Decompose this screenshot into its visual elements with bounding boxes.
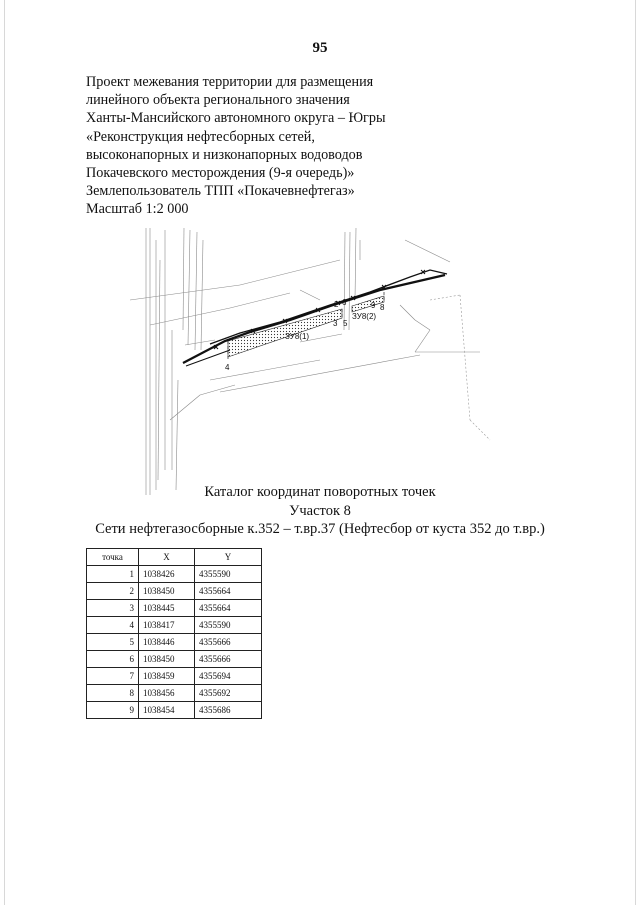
point-label-8: 8 bbox=[380, 303, 385, 312]
point-label-6: 6 bbox=[342, 298, 347, 307]
column-header-y: Y bbox=[195, 549, 262, 566]
cell-point: 1 bbox=[87, 566, 139, 583]
column-header-x: X bbox=[139, 549, 195, 566]
header-line: линейного объекта регионального значения bbox=[86, 92, 350, 109]
header-line: Ханты-Мансийского автономного округа – Югры bbox=[86, 110, 386, 127]
table-row bbox=[87, 617, 262, 634]
cell-point: 8 bbox=[87, 685, 139, 702]
table-row bbox=[87, 634, 262, 651]
header-line: Покачевского месторождения (9-я очередь)» bbox=[86, 165, 355, 182]
table-row bbox=[87, 600, 262, 617]
cell-point: 4 bbox=[87, 617, 139, 634]
point-label-3: 3 bbox=[333, 319, 338, 328]
cell-y: 4355590 bbox=[195, 617, 262, 634]
cell-point: 9 bbox=[87, 702, 139, 719]
catalog-title: Каталог координат поворотных точек bbox=[204, 484, 436, 500]
cell-point: 6 bbox=[87, 651, 139, 668]
cell-y: 4355590 bbox=[195, 566, 262, 583]
table-row bbox=[87, 651, 262, 668]
map-dashed-boundary bbox=[430, 295, 490, 440]
cell-x: 1038450 bbox=[139, 651, 195, 668]
cell-x: 1038446 bbox=[139, 634, 195, 651]
cell-point: 2 bbox=[87, 583, 139, 600]
table-row bbox=[87, 583, 262, 600]
cell-point: 7 bbox=[87, 668, 139, 685]
cell-y: 4355692 bbox=[195, 685, 262, 702]
parcel-label-zu8-1: ЗУ8(1) bbox=[285, 332, 310, 341]
point-label-2: 2 bbox=[334, 300, 339, 309]
table-row bbox=[87, 566, 262, 583]
cell-point: 3 bbox=[87, 600, 139, 617]
cell-y: 4355666 bbox=[195, 651, 262, 668]
column-header-point: точка bbox=[87, 549, 139, 566]
scale-label: Масштаб 1:2 000 bbox=[86, 201, 189, 218]
cell-y: 4355664 bbox=[195, 600, 262, 617]
header-line: «Реконструкция нефтесборных сетей, bbox=[86, 128, 315, 145]
cell-point: 5 bbox=[87, 634, 139, 651]
parcel-label-zu8-2: ЗУ8(2) bbox=[352, 312, 377, 321]
page-number: 95 bbox=[312, 40, 328, 56]
cell-x: 1038445 bbox=[139, 600, 195, 617]
cell-x: 1038450 bbox=[139, 583, 195, 600]
cell-x: 1038426 bbox=[139, 566, 195, 583]
cell-x: 1038454 bbox=[139, 702, 195, 719]
cell-x: 1038459 bbox=[139, 668, 195, 685]
header-line: Проект межевания территории для размещения bbox=[86, 74, 374, 90]
table-row bbox=[87, 702, 262, 719]
header-line: Землепользователь ТПП «Покачевнефтегаз» bbox=[86, 183, 355, 200]
point-label-9: 9 bbox=[371, 301, 376, 310]
header-line: высоконапорных и низконапорных водоводов bbox=[86, 146, 363, 163]
cell-x: 1038456 bbox=[139, 685, 195, 702]
cell-x: 1038417 bbox=[139, 617, 195, 634]
table-header-row bbox=[87, 549, 262, 566]
point-label-5: 5 bbox=[343, 319, 348, 328]
cell-y: 4355666 bbox=[195, 634, 262, 651]
catalog-subtitle: Участок 8 bbox=[289, 503, 351, 519]
cell-y: 4355664 bbox=[195, 583, 262, 600]
map-context-lines bbox=[130, 228, 480, 495]
table-row bbox=[87, 685, 262, 702]
cell-y: 4355694 bbox=[195, 668, 262, 685]
point-label-4: 4 bbox=[225, 363, 230, 372]
cell-y: 4355686 bbox=[195, 702, 262, 719]
table-row bbox=[87, 668, 262, 685]
coordinates-table bbox=[86, 548, 262, 719]
catalog-network-name: Сети нефтегазосборные к.352 – т.вр.37 (Нефтесбор от куста 352 до т.вр.) bbox=[95, 521, 545, 537]
